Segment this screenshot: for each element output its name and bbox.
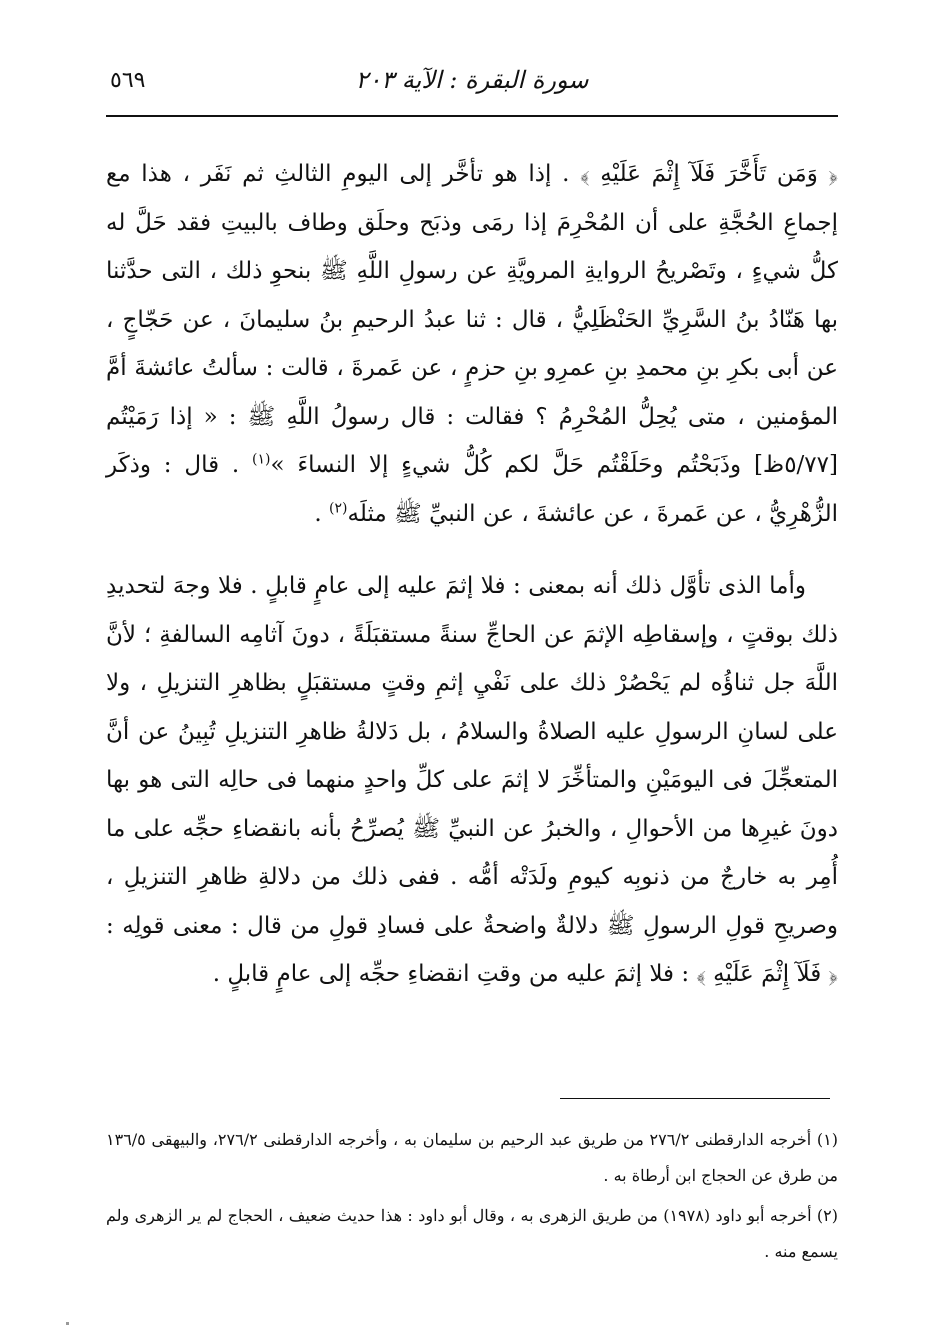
paragraph-1-end: . (314, 500, 330, 527)
main-text (106, 150, 838, 999)
paragraph-1-text: ﴿ وَمَن تَأَخَّرَ فَلَآ إِثْمَ عَلَيْهِ ﴾ . إذا هو تأخَّر إلى اليومِ الثالثِ ثم نَفَر ، هذا مع إجماعِ الحُجَّةِ على أن المُحْرِمَ إذا رمَى وذبَح وحلَق وطاف بالبيتِ فقد حَلَّ له كلُّ شيءٍ ، وتَصْريحُ الروايةِ المرويَّةِ عن رسولِ اللَّهِ ﷺ بنحوِ ذلك ، التى حدَّثنا بها هَنّادُ بنُ السَّرِيِّ الحَنْظَلِيُّ ، قال : ثنا عبدُ الرحيمِ بنُ سليمانَ ، عن حَجّاجٍ ، عن أبى بكرِ بنِ محمدِ بنِ عمرِو بنِ حزمٍ ، عن عَمرةَ ، قالت : سألتُ عائشةَ أمَّ المؤمنين ، متى يُحِلُّ المُحْرِمُ ؟ فقالت : قال رسولُ اللَّهِ ﷺ : « إذا رَمَيْتُم [٥/٧٧ظ] وذَبَحْتُم وحَلَقْتُم حَلَّ لكم كُلُّ شيءٍ إلا النساءَ » (106, 161, 838, 478)
footnote-2: (٢) أخرجه أبو داود (١٩٧٨) من طريق الزهرى به ، وقال أبو داود : هذا حديث ضعيف ، الحجاج لم ير الزهرى ولم يسمع منه . (106, 1206, 839, 1261)
header-rule (106, 115, 838, 117)
footnote-ref-1: (١) (252, 451, 271, 468)
paragraph-1-continuation: . قال : وذكَر الزُّهْرِيُّ ، عن عَمرةَ ، عن عائشةَ ، عن النبيِّ ﷺ مثلَه (106, 452, 838, 527)
page-number: ٥٦٩ (110, 68, 146, 93)
header-title: سورة البقرة : الآية ٢٠٣ (355, 66, 589, 94)
footnote-1: (١) أخرجه الدارقطنى ٢٧٦/٢ من طريق عبد الرحيم بن سليمان به ، وأخرجه الدارقطنى ٢٧٦/٢، والبيهقى ١٣٦/٥ من طرق عن الحجاج ابن أرطاة به . (106, 1130, 839, 1185)
scan-mark (66, 1322, 69, 1325)
footnote-ref-2: (٢) (329, 499, 348, 516)
paragraph-1 (106, 150, 838, 538)
footnote-rule (560, 1098, 830, 1099)
footnotes (106, 1122, 838, 1274)
running-header (106, 60, 838, 104)
paragraph-2: وأما الذى تأوَّل ذلك أنه بمعنى : فلا إثمَ عليه إلى عامٍ قابلٍ . فلا وجهَ لتحديدِ ذلك بوقتٍ ، وإسقاطِه الإثمَ عن الحاجِّ سنةً مستقبَلَةً ، دونَ آثامِه السالفةِ ؛ لأنَّ اللَّهَ جل ثناؤُه لم يَحْصُرْ ذلك على نَفْيِ إثمِ وقتٍ مستقبَلٍ بظاهرِ التنزيلِ ، ولا على لسانِ الرسولِ عليه الصلاةُ والسلامُ ، بل دَلالةُ ظاهرِ التنزيلِ تُبِينُ عن أنَّ المتعجِّلَ فى اليومَيْنِ والمتأخِّرَ لا إثمَ على كلِّ واحدٍ منهما فى حالِه التى هو بها دونَ غيرِها من الأحوالِ ، والخبرُ عن النبيِّ ﷺ يُصرِّحُ بأنه بانقضاءِ حجِّه على ما أُمِر به خارجٌ من ذنوبِه كيومِ ولَدَتْه أمُّه . ففى ذلك من دلالةِ ظاهرِ التنزيلِ ، وصريحِ قولِ الرسولِ ﷺ دلالةٌ واضحةٌ على فسادِ قولِ من قال : معنى قولِه : ﴿ فَلَآ إِثْمَ عَلَيْهِ ﴾ : فلا إثمَ عليه من وقتِ انقضاءِ حجِّه إلى عامٍ قابلٍ . (106, 573, 838, 987)
